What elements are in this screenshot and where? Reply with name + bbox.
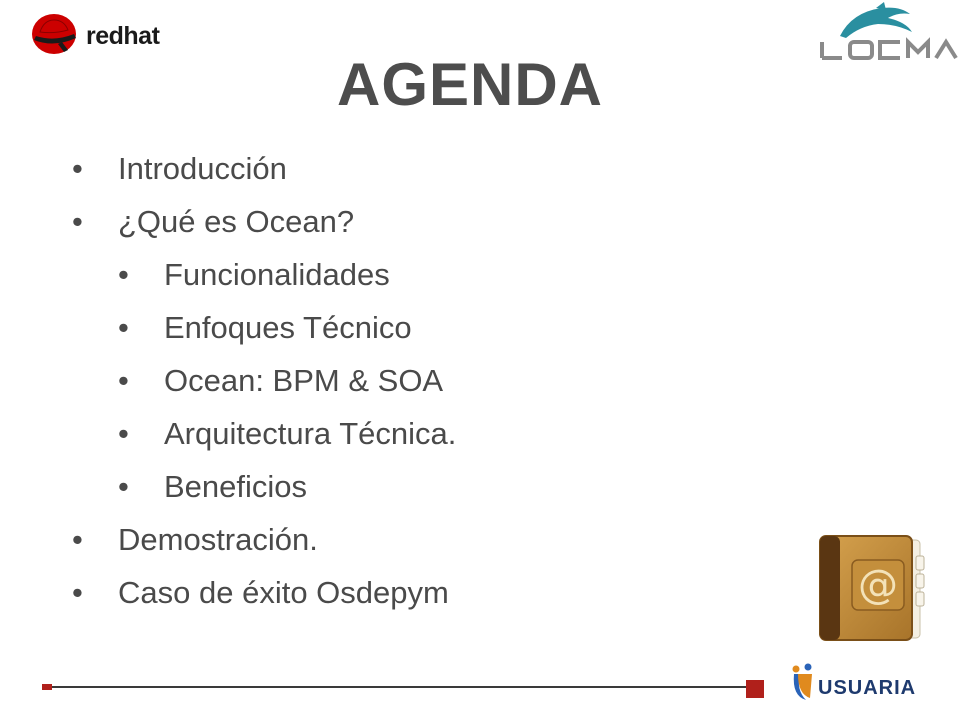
agenda-item-label: Demostración.: [118, 522, 318, 557]
svg-text:@: @: [858, 562, 898, 608]
footer-accent-left: [42, 684, 52, 690]
bullet: •: [72, 522, 83, 557]
bullet: •: [118, 363, 129, 398]
agenda-item-label: Ocean: BPM & SOA: [164, 363, 444, 398]
redhat-wordmark: redhat: [86, 22, 160, 50]
bullet: •: [72, 204, 83, 239]
agenda-item-label: Arquitectura Técnica.: [164, 416, 457, 451]
agenda-item-label: Beneficios: [164, 469, 308, 504]
bullet: •: [72, 575, 83, 610]
address-book-icon: [812, 534, 928, 646]
bullet: •: [118, 257, 129, 292]
usuaria-wordmark: USUARIA: [818, 677, 917, 699]
bullet: •: [118, 416, 129, 451]
footer-divider: [42, 686, 754, 688]
agenda-item-label: Introducción: [118, 151, 287, 186]
footer-accent-square: [746, 680, 764, 698]
bullet: •: [72, 151, 83, 186]
agenda-item-label: Enfoques Técnico: [164, 310, 412, 345]
agenda-item-label: Funcionalidades: [164, 257, 390, 292]
bullet: •: [118, 310, 129, 345]
bullet: •: [118, 469, 129, 504]
agenda-item-label: Caso de éxito Osdepym: [118, 575, 449, 610]
page-title: AGENDA: [336, 51, 603, 118]
agenda-item-label: ¿Qué es Ocean?: [118, 204, 355, 239]
usuaria-logo: [788, 660, 938, 704]
